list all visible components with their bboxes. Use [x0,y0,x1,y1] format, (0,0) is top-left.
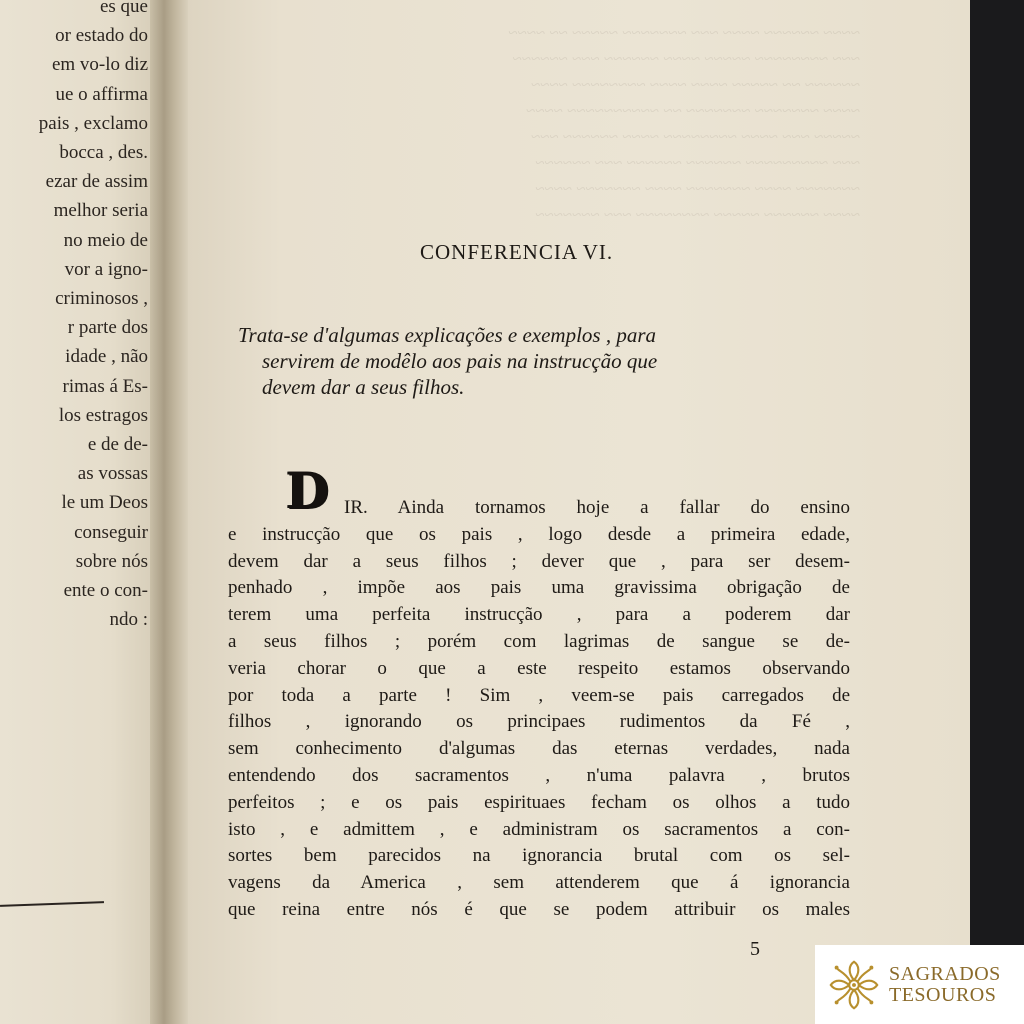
left-page [0,0,158,1024]
left-page-line: le um Deos [61,492,148,514]
body-line: IR. Ainda tornamos hoje a fallar do ensino [344,497,850,518]
brand-name [889,964,1001,1006]
body-line: veria chorar o que a este respeito estamos observando [228,657,850,679]
ornamental-flourish-icon [825,956,883,1014]
body-line: penhado , impõe aos pais uma gravissima obrigação de [228,577,850,599]
chapter-summary [238,322,854,400]
body-text [228,495,850,924]
body-line: devem dar a seus filhos ; dever que , para ser desem- [228,550,850,572]
left-page-line: bocca , des. [59,142,148,164]
chapter-title: CONFERENCIA VI. [420,240,614,264]
body-line: isto , e admittem , e administram os sacramentos a con- [228,818,850,840]
left-page-line: pais , exclamo [38,112,148,134]
body-line: entendendo dos sacramentos , n'uma palavra , brutos [228,764,850,786]
left-page-rule [0,901,104,907]
left-page-line: ente o con- [63,580,148,602]
left-page-line: conseguir [74,521,148,543]
left-page-line: sobre nós [75,550,148,572]
page-number: 5 [750,938,760,960]
left-page-line: es que [99,0,148,17]
body-line: que reina entre nós é que se podem attribuir os males [228,898,850,920]
left-page-line: as vossas [77,463,148,485]
body-line: e instrucção que os pais , logo desde a primeira edade, [228,523,850,545]
left-page-line: ezar de assim [45,171,148,193]
left-page-text [0,0,158,634]
body-line: perfeitos ; e os pais espirituaes fecham os olhos a tudo [228,791,850,813]
left-page-line: no meio de [63,229,148,251]
left-page-line: or estado do [55,25,148,47]
brand-line-2: TESOUROS [889,983,997,1006]
summary-line: Trata-se d'algumas explicações e exemplos , para [238,323,657,347]
body-line: filhos , ignorando os principaes rudimentos da Fé , [228,711,850,733]
body-line: sortes bem parecidos na ignorancia brutal com os sel- [228,845,850,867]
left-page-line: ue o affirma [55,83,148,105]
body-line: terem uma perfeita instrucção , para a poderem dar [228,604,850,626]
left-page-line: e de de- [87,434,148,456]
left-page-line: em vo-lo diz [51,54,148,76]
left-page-line: ndo : [109,609,148,631]
summary-line: devem dar a seus filhos. [262,375,465,399]
left-page-line: idade , não [65,346,148,368]
body-line: por toda a parte ! Sim , veem-se pais carregados de [228,684,850,706]
left-page-line: r parte dos [67,317,148,339]
summary-line: servirem de modêlo aos pais na instrucção que [262,349,658,373]
brand-watermark [815,945,1024,1024]
drop-cap-letter: D [286,461,330,520]
left-page-line: rimas á Es- [62,375,148,397]
left-page-line: los estragos [58,404,148,426]
body-line: sem conhecimento d'algumas das eternas verdades, nada [228,738,850,760]
left-page-line: melhor seria [53,200,148,222]
brand-line-1: SAGRADOS [889,962,1001,985]
left-page-line: criminosos , [55,288,148,310]
body-line: vagens da America , sem attenderem que á ignorancia [228,872,850,894]
book-gutter [150,0,190,1024]
body-line: a seus filhos ; porém com lagrimas de sangue se de- [228,630,850,652]
left-page-line: vor a igno- [64,258,148,280]
